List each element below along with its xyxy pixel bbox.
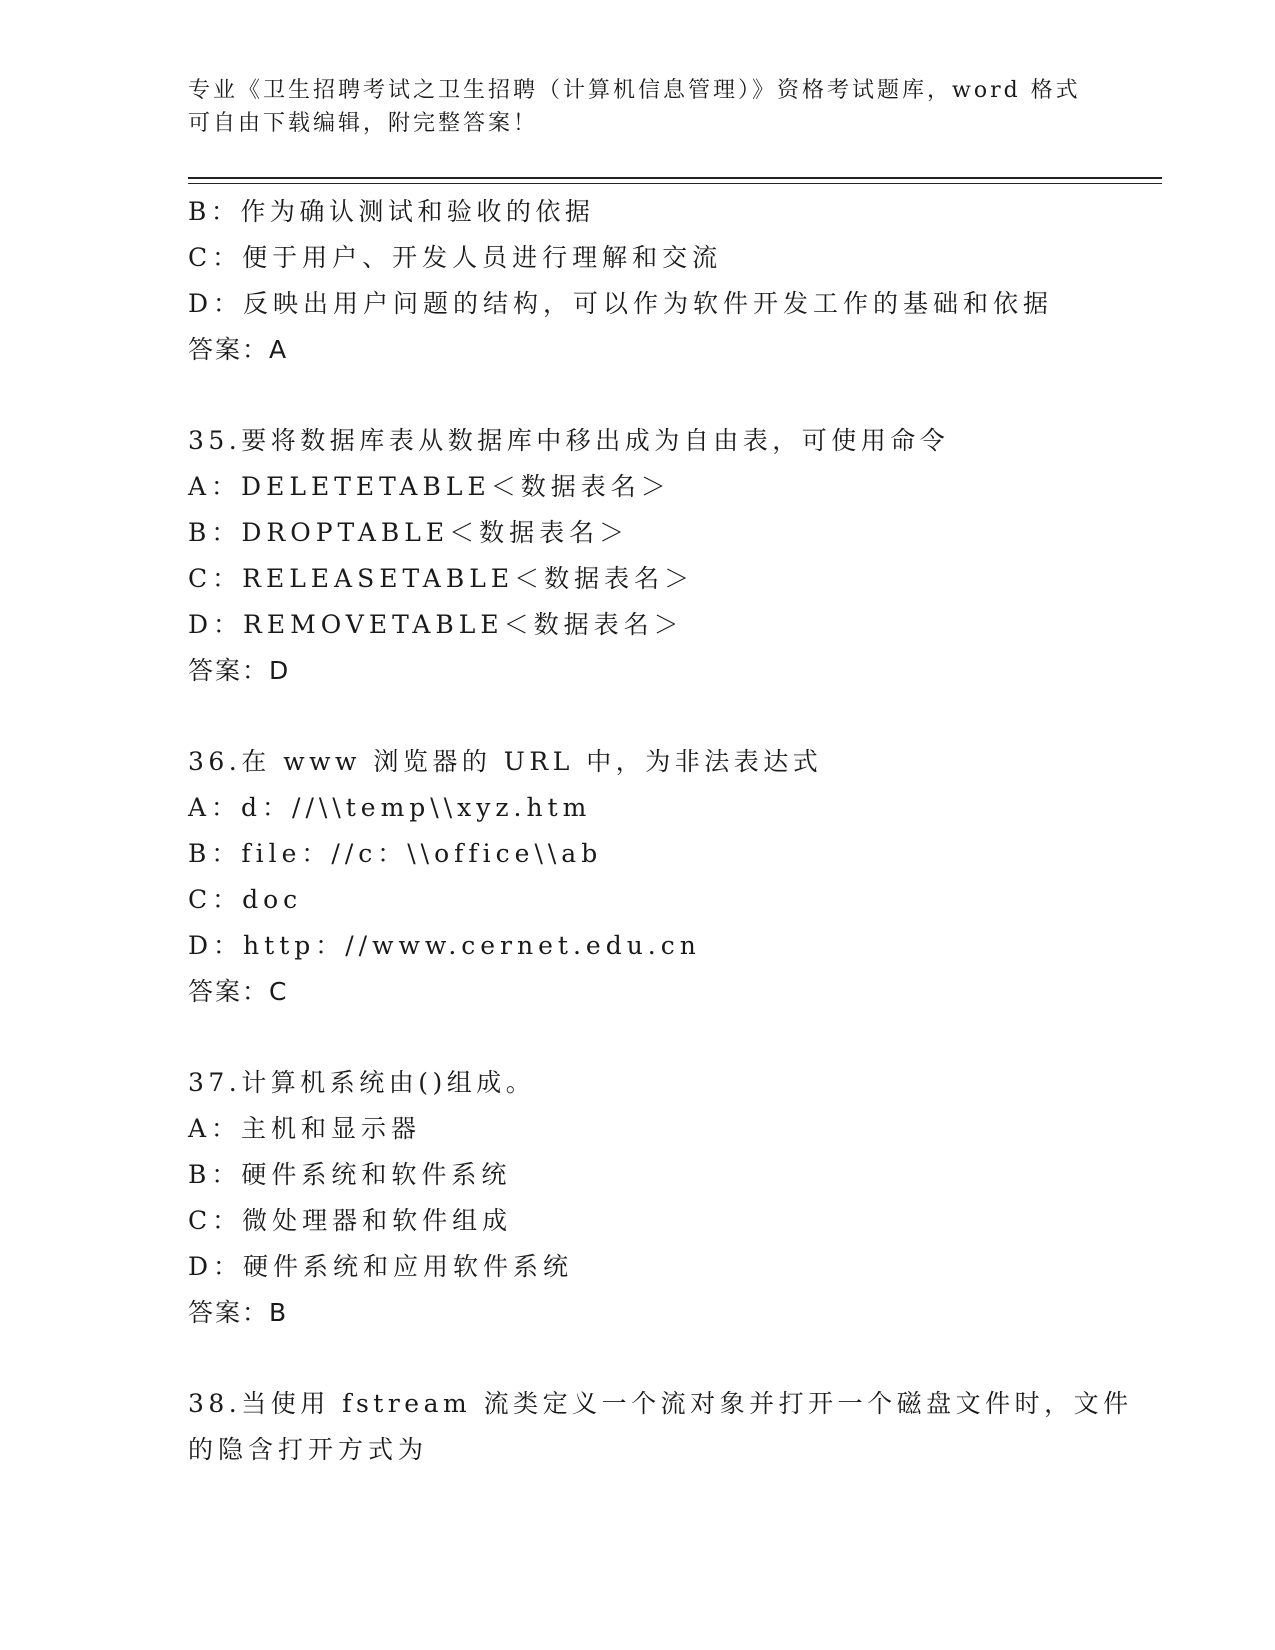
- header-line-1: 专业《卫生招聘考试之卫生招聘（计算机信息管理）》资格考试题库，word 格式: [188, 78, 1081, 103]
- option-c: C：微处理器和软件组成: [188, 1206, 513, 1235]
- answer-line: 答案：B: [188, 1298, 289, 1327]
- question-text: 37.计算机系统由()组成。: [188, 1068, 536, 1097]
- spacer: [188, 694, 1088, 739]
- question-36: [188, 739, 1088, 1015]
- question-37: [188, 1060, 1088, 1336]
- option-d: D：反映出用户问题的结构，可以作为软件开发工作的基础和依据: [188, 289, 1054, 318]
- question-list: [188, 189, 1133, 1473]
- spacer: [188, 1336, 1088, 1381]
- option-b: B：file：//c：\\office\\ab: [188, 839, 603, 868]
- question-text: 36.在 www 浏览器的 URL 中，为非法表达式: [188, 747, 823, 776]
- option-d: D：http：//www.cernet.edu.cn: [188, 931, 701, 960]
- question-38: [188, 1381, 1133, 1473]
- option-b: B：硬件系统和软件系统: [188, 1160, 512, 1189]
- header-line-2: 可自由下载编辑，附完整答案！: [188, 111, 539, 136]
- option-c: C：doc: [188, 885, 303, 914]
- option-b: B：作为确认测试和验收的依据: [188, 197, 595, 226]
- option-a: A：DELETETABLE＜数据表名＞: [188, 472, 671, 501]
- option-a: A：主机和显示器: [188, 1114, 422, 1143]
- document-header: [188, 74, 1088, 140]
- option-c: C：RELEASETABLE＜数据表名＞: [188, 564, 695, 593]
- question-text-line-2: 的隐含打开方式为: [188, 1435, 429, 1464]
- option-b: B：DROPTABLE＜数据表名＞: [188, 518, 630, 547]
- answer-line: 答案：D: [188, 656, 291, 685]
- option-a: A：d：//\\temp\\xyz.htm: [188, 793, 592, 822]
- question-35: [188, 418, 1088, 694]
- option-d: D：REMOVETABLE＜数据表名＞: [188, 610, 684, 639]
- answer-line: 答案：C: [188, 977, 289, 1006]
- header-divider-thick: [188, 177, 1162, 179]
- option-d: D：硬件系统和应用软件系统: [188, 1252, 574, 1281]
- option-c: C：便于用户、开发人员进行理解和交流: [188, 243, 723, 272]
- header-divider-thin: [188, 183, 1162, 184]
- spacer: [188, 1015, 1088, 1060]
- spacer: [188, 373, 1088, 418]
- question-text: 35.要将数据库表从数据库中移出成为自由表，可使用命令: [188, 426, 950, 455]
- question-34-remainder: [188, 189, 1088, 373]
- answer-line: 答案：A: [188, 335, 289, 364]
- question-text-line-1: 38.当使用 fstream 流类定义一个流对象并打开一个磁盘文件时，文件: [188, 1389, 1133, 1418]
